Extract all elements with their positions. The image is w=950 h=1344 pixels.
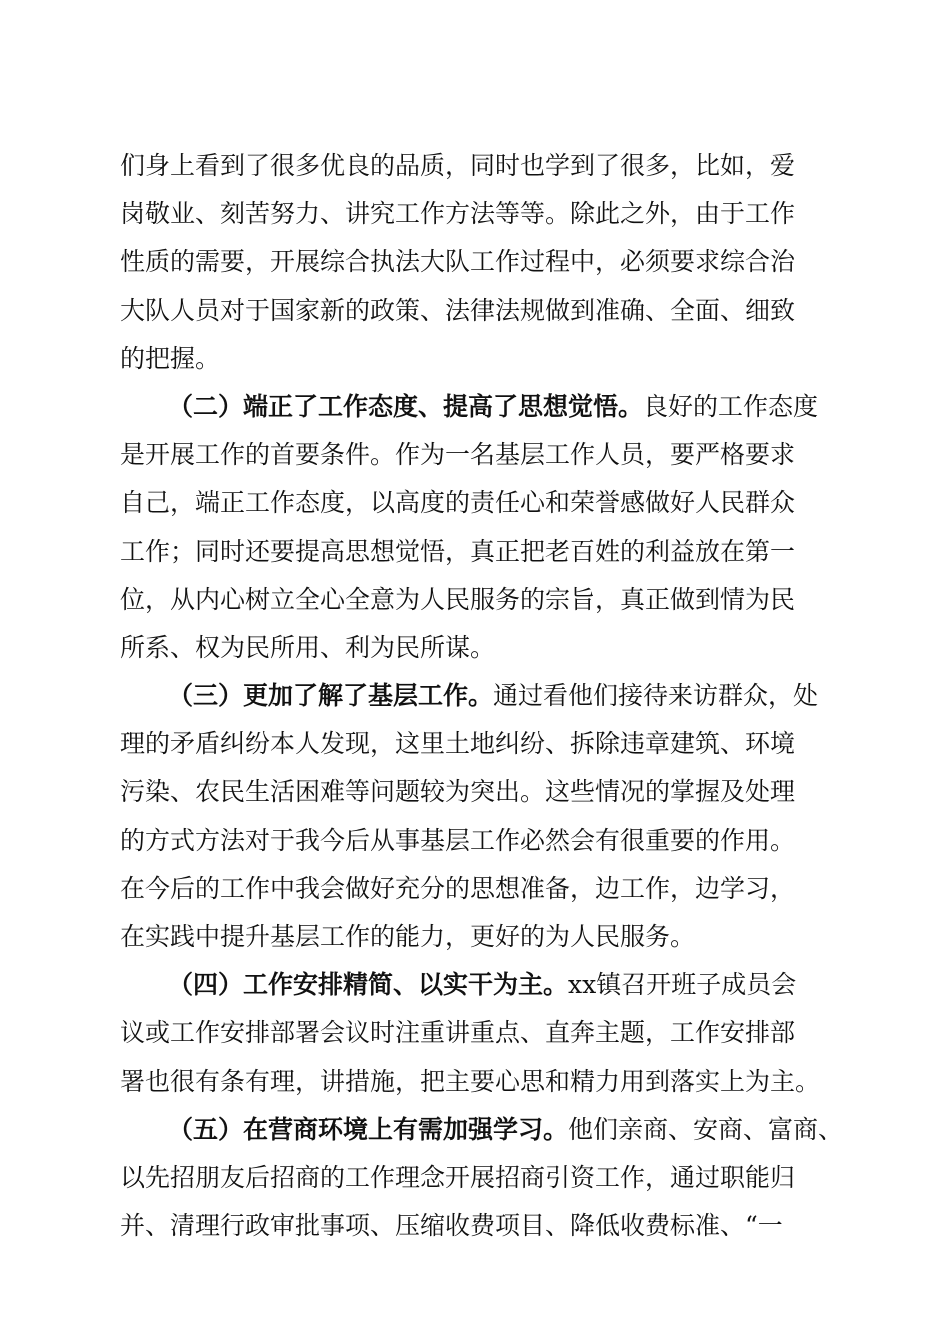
paragraph-line: 的方式方法对于我今后从事基层工作必然会有很重要的作用。 — [120, 825, 796, 855]
paragraph-line: 所系、权为民所用、利为民所谋。 — [120, 632, 496, 662]
paragraph-text: 良好的工作态度 — [643, 391, 819, 421]
paragraph-first-line — [120, 672, 825, 720]
document-body — [120, 142, 844, 1250]
paragraph-line: 在实践中提升基层工作的能力，更好的为人民服务。 — [120, 922, 696, 951]
paragraph-4 — [120, 961, 825, 1106]
paragraph-line: 的把握。 — [120, 343, 221, 373]
paragraph-line: 工作；同时还要提高思想觉悟，真正把老百姓的利益放在第一 — [120, 536, 796, 566]
paragraph-line: 并、清理行政审批事项、压缩收费项目、降低收费标准、“一 — [120, 1211, 783, 1241]
paragraph-line: 理的矛盾纠纷本人发现，这里土地纠纷、拆除违章建筑、环境 — [120, 729, 796, 759]
paragraph-line: 署也很有条有理，讲措施，把主要心思和精力用到落实上为主。 — [120, 1066, 821, 1096]
paragraph-1 — [120, 142, 825, 383]
paragraph-text: xx镇召开班子成员会 — [568, 970, 797, 1000]
paragraph-line: 自己，端正工作态度，以高度的责任心和荣誉感做好人民群众 — [120, 488, 796, 518]
paragraph-line: 污染、农民生活困难等问题较为突出。这些情况的掌握及处理 — [120, 777, 796, 807]
paragraph-text: 他们亲商、安商、富商、 — [568, 1114, 844, 1144]
paragraph-line: 位，从内心树立全心全意为人民服务的宗旨，真正做到情为民 — [120, 584, 796, 614]
paragraph-line: 们身上看到了很多优良的品质，同时也学到了很多，比如，爱 — [120, 151, 796, 180]
paragraph-line: 议或工作安排部署会议时注重讲重点、直奔主题，工作安排部 — [120, 1018, 796, 1048]
paragraph-line: 大队人员对于国家新的政策、法律法规做到准确、全面、细致 — [120, 295, 796, 325]
paragraph-first-line — [120, 961, 825, 1009]
paragraph-text: 通过看他们接待来访群众，处 — [493, 681, 819, 711]
paragraph-first-line — [120, 1106, 844, 1154]
paragraph-first-line — [120, 383, 825, 431]
paragraph-line: 在今后的工作中我会做好充分的思想准备，边工作，边学习， — [120, 873, 796, 903]
section-heading: （五）在营商环境上有需加强学习。 — [168, 1114, 569, 1144]
paragraph-line: 是开展工作的首要条件。作为一名基层工作人员，要严格要求 — [120, 440, 796, 470]
section-heading: （二）端正了工作态度、提高了思想觉悟。 — [168, 391, 644, 421]
paragraph-line: 以先招朋友后招商的工作理念开展招商引资工作，通过职能归 — [120, 1162, 796, 1192]
paragraph-5 — [120, 1106, 844, 1251]
paragraph-line: 性质的需要，开展综合执法大队工作过程中，必须要求综合治 — [120, 247, 796, 277]
section-heading: （四）工作安排精简、以实干为主。 — [168, 970, 569, 1000]
paragraph-2 — [120, 383, 825, 672]
paragraph-line: 岗敬业、刻苦努力、讲究工作方法等等。除此之外，由于工作 — [120, 199, 796, 229]
section-heading: （三）更加了解了基层工作。 — [168, 681, 494, 711]
paragraph-3 — [120, 672, 825, 961]
